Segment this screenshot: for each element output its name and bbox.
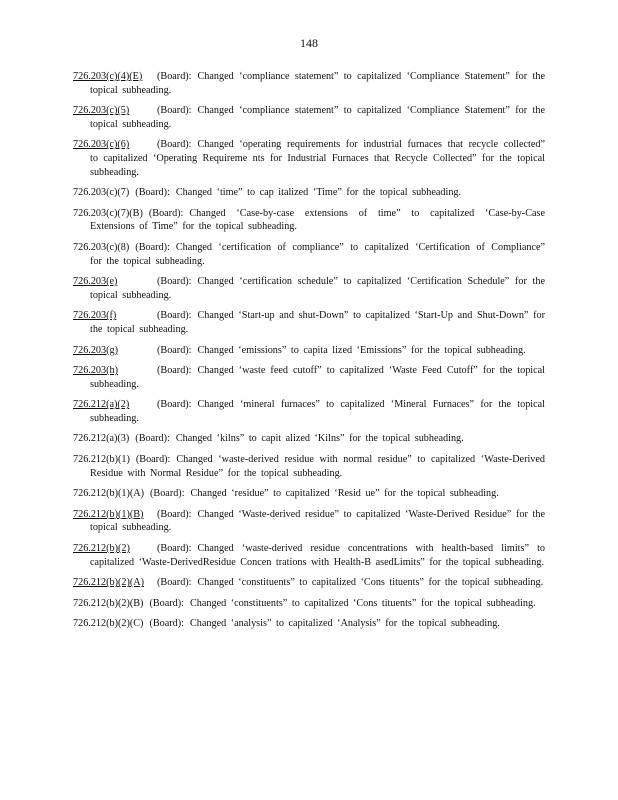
- entry-text: Changed ‘compliance statement” to capitalized ‘Compliance Statement” for the topical subheading.: [90, 71, 545, 96]
- entry: [73, 138, 545, 179]
- entries-list: [73, 70, 545, 638]
- section-citation: 726.212(a)(3): [73, 433, 130, 445]
- entry: [73, 576, 545, 590]
- board-label: (Board):: [157, 276, 192, 288]
- entry-text: Changed ‘Waste-derived residue” to capitalized ‘Waste-Derived Residue” for the topical subheading.: [90, 508, 545, 534]
- board-label: (Board):: [157, 105, 192, 117]
- entry-text: Changed ‘compliance statement” to capitalized ‘Compliance Statement” for the topical subheading.: [90, 105, 545, 130]
- section-citation: 726.212(b)(1)(B): [73, 508, 144, 520]
- entry: [73, 364, 545, 391]
- entry: [73, 309, 545, 336]
- board-label: (Board):: [157, 344, 192, 356]
- entry: [73, 508, 545, 535]
- board-label: (Board):: [135, 433, 170, 445]
- board-label: (Board):: [149, 597, 184, 609]
- entry-text: Changed ‘constituents” to capitalized ‘Cons tituents” for the topical subheading.: [189, 597, 536, 609]
- entry-text: Changed ‘residue” to capitalized ‘Resid ue” for the topical subheading.: [190, 488, 499, 500]
- board-label: (Board):: [150, 488, 185, 500]
- board-label: (Board):: [135, 454, 171, 466]
- section-citation: 726.203(c)(6): [73, 139, 130, 151]
- section-citation: 726.212(b)(2)(B): [73, 597, 144, 609]
- section-citation: 726.203(c)(8): [73, 241, 130, 253]
- section-citation: 726.203(c)(5): [73, 105, 130, 117]
- entry: [73, 398, 545, 425]
- entry: [73, 241, 545, 268]
- board-label: (Board):: [157, 399, 192, 411]
- entry: [73, 70, 545, 97]
- section-citation: 726.203(c)(4)(E): [73, 71, 143, 82]
- board-label: (Board):: [157, 310, 192, 322]
- entry-text: Changed ‘operating requirements for industrial furnaces that recycle collected” to capitalized ‘Operating Requireme nts for Industrial Furnaces that Recycle Collected” for the topical subheading.: [90, 139, 545, 178]
- section-citation: 726.203(c)(7): [73, 187, 130, 199]
- entry-text: Changed ‘emissions” to capita lized ‘Emissions” for the topical subheading.: [197, 344, 526, 356]
- section-citation: 726.212(b)(2)(C): [73, 618, 144, 630]
- page-number: 148: [300, 36, 318, 50]
- entry: [73, 186, 545, 200]
- board-label: (Board):: [135, 241, 170, 253]
- entry-text: Changed ‘constituents” to capitalized ‘Cons tituents” for the topical subheading.: [197, 577, 544, 589]
- entry-text: Changed ‘kilns” to capit alized ‘Kilns” for the topical subheading.: [175, 433, 464, 445]
- entry-text: Changed ‘time” to cap italized ‘Time” for the topical subheading.: [175, 187, 462, 199]
- section-citation: 726.203(c)(7)(B): [73, 207, 143, 219]
- entry-text: Changed ‘mineral furnaces” to capitalized ‘Mineral Furnaces” for the topical subheading.: [90, 399, 545, 424]
- board-label: (Board):: [157, 543, 192, 555]
- section-citation: 726.212(b)(1)(A): [73, 488, 145, 500]
- board-label: (Board):: [157, 577, 192, 589]
- section-citation: 726.212(b)(2): [73, 543, 130, 555]
- board-label: (Board):: [148, 207, 184, 219]
- entry-text: Changed ‘analysis” to capitalized ‘Analysis” for the topical subheading.: [189, 618, 500, 630]
- entry-text: Changed ‘certification schedule” to capitalized ‘Certification Schedule” for the topical subheading.: [90, 276, 545, 301]
- entry: [73, 453, 545, 480]
- entry-text: Changed ‘waste-derived residue concentrations with health-based limits” to capitalized ‘Waste-DerivedResidue Concen trations with Health-B asedLimits” for the topical subheading.: [90, 543, 545, 568]
- entry: [73, 542, 545, 569]
- entry: [73, 597, 545, 611]
- board-label: (Board):: [149, 618, 184, 630]
- section-citation: 726.212(a)(2): [73, 399, 130, 411]
- entry: [73, 104, 545, 131]
- entry: [73, 432, 545, 446]
- entry: [73, 344, 545, 358]
- board-label: (Board):: [157, 508, 192, 520]
- section-citation: 726.203(f): [73, 310, 117, 322]
- entry-text: Changed ‘Case-by-case extensions of time” to capitalized ‘Case-by-Case Extensions of Time” for the topical subheading.: [90, 207, 545, 233]
- board-label: (Board):: [157, 365, 192, 377]
- entry-text: Changed ‘Start-up and shut-Down” to capitalized ‘Start-Up and Shut-Down” for the topical subheading.: [90, 310, 545, 335]
- board-label: (Board):: [157, 71, 192, 82]
- section-citation: 726.212(b)(1): [73, 454, 130, 466]
- section-citation: 726.203(e): [73, 276, 118, 288]
- entry: [73, 487, 545, 501]
- board-label: (Board):: [157, 139, 192, 151]
- section-citation: 726.203(h): [73, 365, 118, 377]
- board-label: (Board):: [135, 187, 170, 199]
- entry: [73, 275, 545, 302]
- entry: [73, 617, 545, 631]
- section-citation: 726.203(g): [73, 344, 118, 356]
- section-citation: 726.212(b)(2)(A): [73, 577, 145, 589]
- entry-text: Changed ‘certification of compliance” to capitalized ‘Certification of Compliance” for the topical subheading.: [90, 241, 545, 267]
- entry-text: Changed ‘waste feed cutoff” to capitalized ‘Waste Feed Cutoff” for the topical subheading.: [90, 365, 545, 390]
- entry-text: Changed ‘waste-derived residue with normal residue” to capitalized ‘Waste-Derived Residue with Normal Residue” for the topical subheading.: [90, 454, 545, 479]
- entry: [73, 207, 545, 234]
